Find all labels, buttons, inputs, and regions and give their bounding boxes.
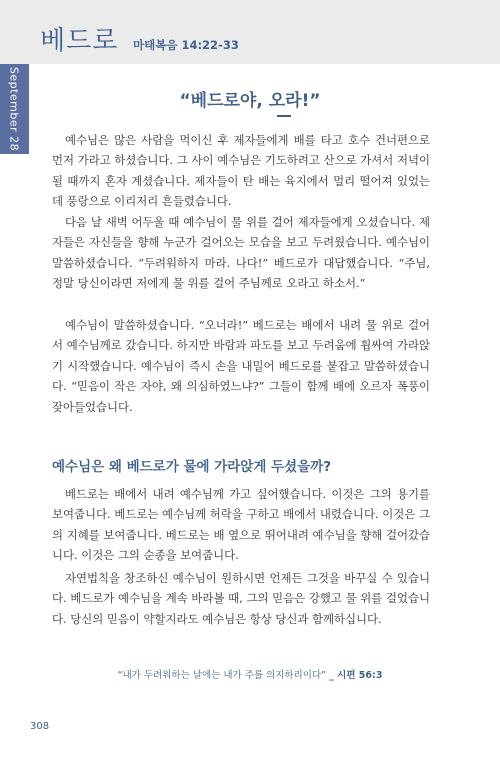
scripture-reference: 마태복음 14:22-33 [133,38,239,52]
section-paragraph-1: 베드로는 배에서 내려 예수님께 가고 싶어했습니다. 이것은 그의 용기를 보여줍니다. 베드로는 예수님께 허락을 구하고 배에서 내렸습니다. 이것은 그의 지혜를 보여줍니다. 베드로는 배 옆으로 뛰어내려 예수님을 향해 걸어갔습니다. 이것은 그의 순종을 보여줍니다. [52,487,430,563]
date-label: September 28 [7,66,21,152]
section-heading: 예수님은 왜 베드로가 물에 가라앉게 두셨을까? [52,459,332,475]
headline: “베드로야, 오라!” [179,91,321,111]
body-paragraph-3: 예수님이 말씀하셨습니다. “오너라!” 베드로는 배에서 내려 물 위로 걸어서 예수님께로 갔습니다. 하지만 바람과 파도를 보고 두려움에 휩싸여 가라앉기 시작했습니다. 예수님이 즉시 손을 내밀어 베드로를 붙잡고 말씀하셨습니다. “믿음이 작은 자야, 왜 의심하였느냐?” 그들이 함께 배에 오르자 폭풍이 잦아들었습니다. [52,318,430,414]
footer-quote-source: _ 시편 56:3 [329,670,383,681]
section-paragraph-2: 자연법칙을 창조하신 예수님이 원하시면 언제든 그것을 바꾸실 수 있습니다. 베드로가 예수님을 계속 바라볼 때, 그의 믿음은 강했고 물 위를 걸었습니다. 당신의 믿음이 약할지라도 예수님은 항상 당신과 함께하십니다. [52,571,430,626]
body-paragraph-2: 다음 날 새벽 어두울 때 예수님이 물 위를 걸어 제자들에게 오셨습니다. 제자들은 자신들을 향해 누군가 걸어오는 모습을 보고 두려웠습니다. 예수님이 말씀하셨습니다. “두려워하지 마라. 나다!” 베드로가 대답했습니다. “주님, 정말 당신이라면 저에게 물 위를 걸어 주님께로 오라고 하소서.” [52,215,430,291]
footer-quote [0,667,500,681]
body-paragraph-1: 예수님은 많은 사람을 먹이신 후 제자들에게 배를 타고 호수 건너편으로 먼저 가라고 하셨습니다. 그 사이 예수님은 기도하려고 산으로 가셔서 저녁이 될 때까지 혼자 계셨습니다. 제자들이 탄 배는 육지에서 멀리 떨어져 있었는데 풍랑으로 이리저리 흔들렸습니다. [52,133,430,209]
footer-quote-text: “내가 두려워하는 날에는 내가 주를 의지하리이다” [117,670,327,681]
headline-divider [277,115,291,117]
page-number: 308 [30,721,50,732]
page-title: 베드로 [40,26,119,56]
